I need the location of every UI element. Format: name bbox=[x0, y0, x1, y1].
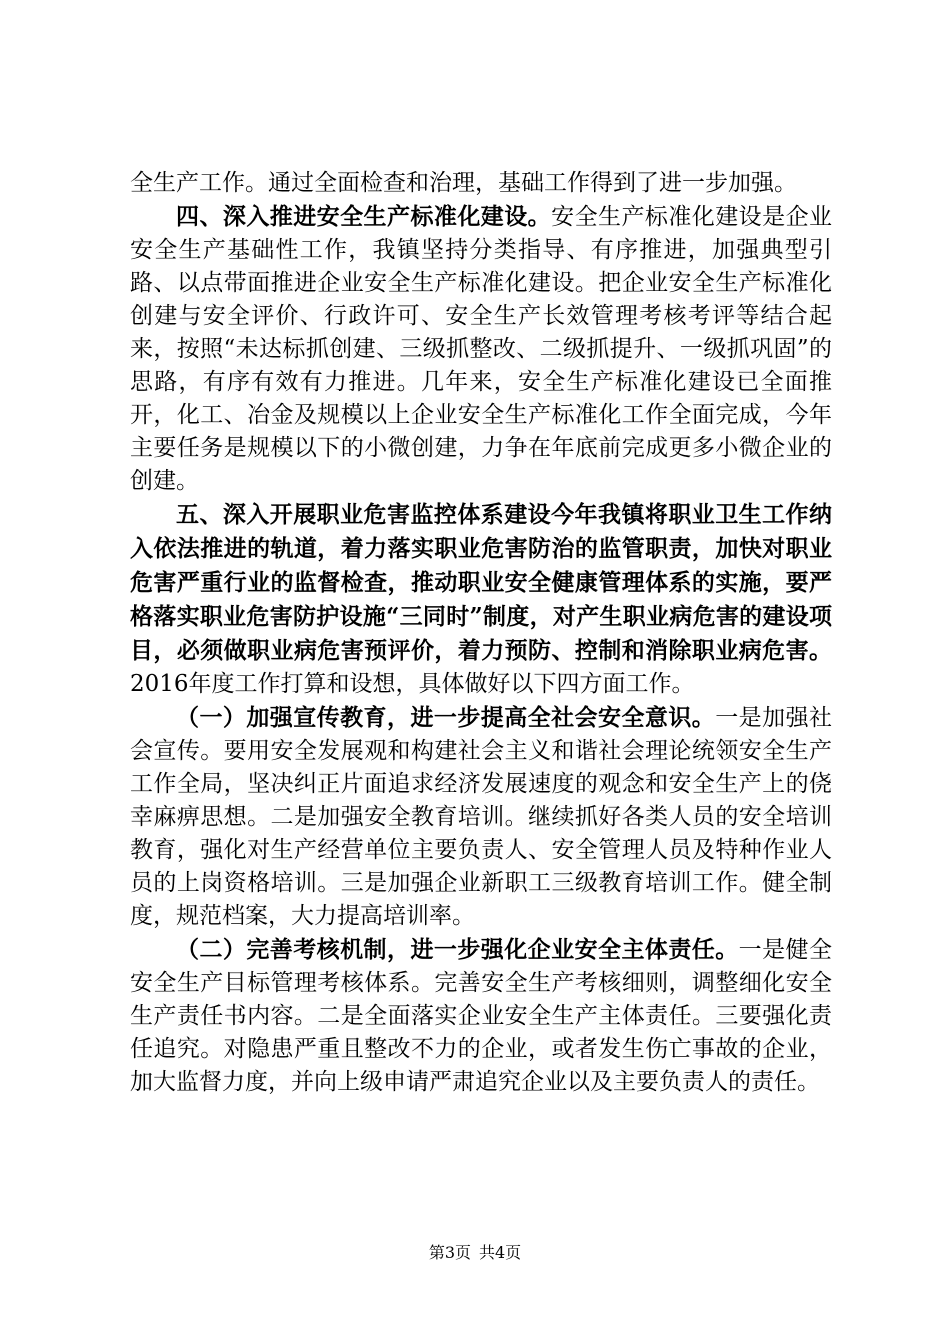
page-number: 第3页 bbox=[428, 1243, 471, 1262]
paragraph-text: 全生产工作。通过全面检查和治理，基础工作得到了进一步加强。 bbox=[130, 170, 797, 196]
paragraph-heading: （二）完善考核机制，进一步强化企业安全主体责任。 bbox=[176, 936, 739, 963]
paragraph-text: 一是健全安全生产目标管理考核体系。完善安全生产考核细则，调整细化安全生产责任书内容。二是全面落实企业安全生产主体责任。三要强化责任追究。对隐患严重且整改不力的企业，或者发生伤亡事故的企业，加大监督力度，并向上级申请严肃追究企业以及主要负责人的责任。 bbox=[130, 937, 833, 1095]
paragraph-section-4 bbox=[130, 200, 832, 498]
paragraph-continuation bbox=[130, 167, 832, 200]
paragraph-item-2 bbox=[130, 933, 832, 1099]
page-total: 共4页 bbox=[479, 1243, 522, 1262]
paragraph-heading: （一）加强宣传教育，进一步提高全社会安全意识。 bbox=[176, 704, 716, 731]
paragraph-item-1 bbox=[130, 701, 832, 933]
document-body bbox=[130, 167, 832, 1099]
paragraph-text: 安全生产标准化建设是企业安全生产基础性工作，我镇坚持分类指导、有序推进，加强典型引路、以点带面推进企业安全生产标准化建设。把企业安全生产标准化创建与安全评价、行政许可、安全生产长效管理考核考评等结合起来，按照“未达标抓创建、三级抓整改、二级抓提升、一级抓巩固”的思路，有序有效有力推进。几年来，安全生产标准化建设已全面推开，化工、冶金及规模以上企业安全生产标准化工作全面完成，今年主要任务是规模以下的小微创建，力争在年底前完成更多小微企业的创建。 bbox=[130, 204, 833, 494]
paragraph-section-5 bbox=[130, 498, 832, 701]
paragraph-heading: 五、深入开展职业危害监控体系建设今年我镇将职业卫生工作纳入依法推进的轨道，着力落实职业危害防治的监管职责，加快对职业危害严重行业的监督检查，推动职业安全健康管理体系的实施，要严格落实职业危害防护设施“三同时”制度，对产生职业病危害的建设项目，必须做职业病危害预评价，着力预防、控制和消除职业病危害。 bbox=[130, 501, 832, 664]
paragraph-text: 一是加强社会宣传。要用安全发展观和构建社会主义和谐社会理论统领安全生产工作全局，坚决纠正片面追求经济发展速度的观念和安全生产上的侥幸麻痹思想。二是加强安全教育培训。继续抓好各类人员的安全培训教育，强化对生产经营单位主要负责人、安全管理人员及特种作业人员的上岗资格培训。三是加强企业新职工三级教育培训工作。健全制度，规范档案，大力提高培训率。 bbox=[130, 705, 833, 929]
paragraph-text: 2016年度工作打算和设想，具体做好以下四方面工作。 bbox=[130, 671, 695, 697]
paragraph-heading: 四、深入推进安全生产标准化建设。 bbox=[176, 203, 552, 230]
page-footer bbox=[0, 1243, 950, 1263]
